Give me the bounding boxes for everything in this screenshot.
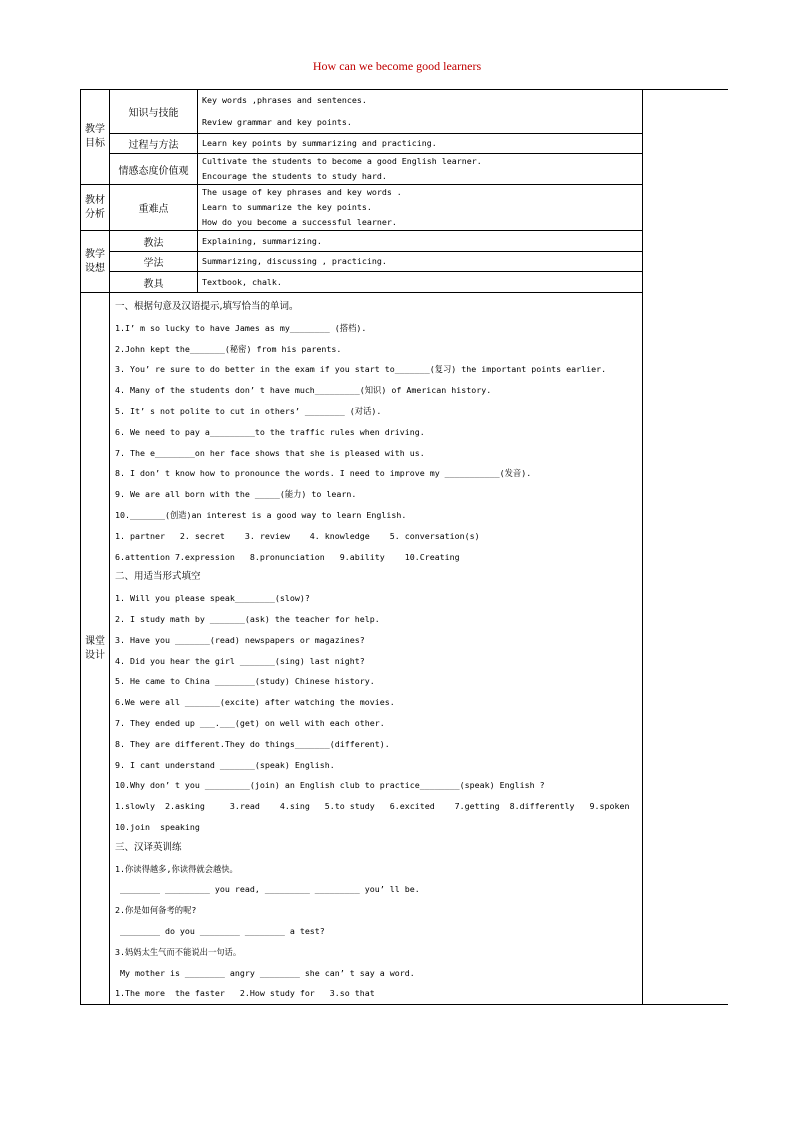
exercise-line: 1.slowly 2.asking 3.read 4.sing 5.to study 6.excited 7.getting 8.differently 9.spoken bbox=[115, 801, 630, 812]
document-title: How can we become good learners bbox=[312, 59, 482, 73]
exercise-line: 10._______(创造)an interest is a good way to learn English. bbox=[115, 509, 407, 520]
exercise-line: 7. The e________on her face shows that she is pleased with us. bbox=[115, 447, 425, 458]
attitude-text: Cultivate the students to become a good English learner. Encourage the students to study hard. bbox=[198, 154, 643, 185]
exercise-line: 9. I cant understand _______(speak) English. bbox=[115, 759, 335, 770]
category-classroom: 课堂 设计 bbox=[81, 293, 110, 1005]
exercise-line: 10.Why don’ t you _________(join) an English club to practice________(speak) English ? bbox=[115, 780, 545, 791]
exercise-line: 1.你读得越多,你读得就会越快。 bbox=[115, 863, 238, 874]
exercise-line: ________ do you ________ ________ a test? bbox=[115, 925, 325, 936]
label-learning-method: 学法 bbox=[110, 252, 198, 272]
exercise-line: 8. They are different.They do things_______(different). bbox=[115, 738, 390, 749]
analysis-text: The usage of key phrases and key words . Learn to summarize the key points. How do you become a successful learner. bbox=[198, 185, 643, 231]
exercise-line: 1.The more the faster 2.How study for 3.so that bbox=[115, 988, 375, 999]
exercise-line: 1. Will you please speak________(slow)? bbox=[115, 593, 310, 604]
knowledge-text: Key words ,phrases and sentences. Review grammar and key points. bbox=[198, 90, 643, 134]
exercise-line: 2.John kept the_______(秘密) from his parents. bbox=[115, 343, 342, 354]
label-attitude: 情感态度价值观 bbox=[110, 154, 198, 185]
label-teaching-aids: 教具 bbox=[110, 272, 198, 293]
exercise-line: 4. Many of the students don’ t have much_________(知识) of American history. bbox=[115, 385, 492, 396]
lesson-plan-table bbox=[80, 89, 728, 1005]
section-heading: 一、根据句意及汉语提示,填写恰当的单词。 bbox=[115, 301, 299, 312]
exercise-line: 8. I don’ t know how to pronounce the words. I need to improve my ___________(发音). bbox=[115, 468, 532, 479]
exercise-line: 10.join speaking bbox=[115, 821, 200, 832]
category-analysis: 教材 分析 bbox=[81, 185, 110, 231]
exercise-line: 1. partner 2. secret 3. review 4. knowledge 5. conversation(s) bbox=[115, 530, 480, 541]
label-knowledge: 知识与技能 bbox=[110, 90, 198, 134]
exercise-line: 6.attention 7.expression 8.pronunciation 9.ability 10.Creating bbox=[115, 551, 460, 562]
exercise-line: 6. We need to pay a_________to the traffic rules when driving. bbox=[115, 426, 425, 437]
category-design: 教学 设想 bbox=[81, 231, 110, 293]
exercise-line: 5. He came to China ________(study) Chinese history. bbox=[115, 676, 375, 687]
section-heading: 三、汉译英训练 bbox=[115, 841, 182, 853]
process-text: Learn key points by summarizing and practicing. bbox=[198, 134, 643, 154]
exercise-line: My mother is ________ angry ________ she can’ t say a word. bbox=[115, 967, 415, 978]
exercise-line: 1.I’ m so lucky to have James as my________ (搭档). bbox=[115, 322, 367, 333]
category-objectives: 教学 目标 bbox=[81, 90, 110, 185]
label-process: 过程与方法 bbox=[110, 134, 198, 154]
exercise-line: 3. You’ re sure to do better in the exam if you start to_______(复习) the important points earlier. bbox=[115, 364, 607, 375]
exercise-line: 2. I study math by _______(ask) the teacher for help. bbox=[115, 613, 380, 624]
learning-method-text: Summarizing, discussing , practicing. bbox=[198, 252, 643, 272]
blank-column bbox=[643, 90, 728, 1005]
exercise-line: ________ _________ you read, _________ _________ you’ ll be. bbox=[115, 884, 420, 895]
section-heading: 二、用适当形式填空 bbox=[115, 571, 201, 583]
exercise-line: 9. We are all born with the _____(能力) to learn. bbox=[115, 489, 357, 500]
exercise-line: 3. Have you _______(read) newspapers or magazines? bbox=[115, 634, 365, 645]
teaching-method-text: Explaining, summarizing. bbox=[198, 231, 643, 252]
exercise-line: 4. Did you hear the girl _______(sing) last night? bbox=[115, 655, 365, 666]
exercise-line: 6.We were all _______(excite) after watching the movies. bbox=[115, 697, 395, 708]
label-key-difficult: 重难点 bbox=[110, 185, 198, 231]
exercise-line: 3.妈妈太生气而不能说出一句话。 bbox=[115, 946, 242, 957]
classroom-content bbox=[110, 293, 643, 1005]
exercise-line: 5. It’ s not polite to cut in others’ ________ (对话). bbox=[115, 405, 382, 416]
exercise-line: 7. They ended up ___.___(get) on well with each other. bbox=[115, 717, 385, 728]
exercise-line: 2.你是如何备考的呢? bbox=[115, 905, 197, 916]
teaching-aids-text: Textbook, chalk. bbox=[198, 272, 643, 293]
label-teaching-method: 教法 bbox=[110, 231, 198, 252]
